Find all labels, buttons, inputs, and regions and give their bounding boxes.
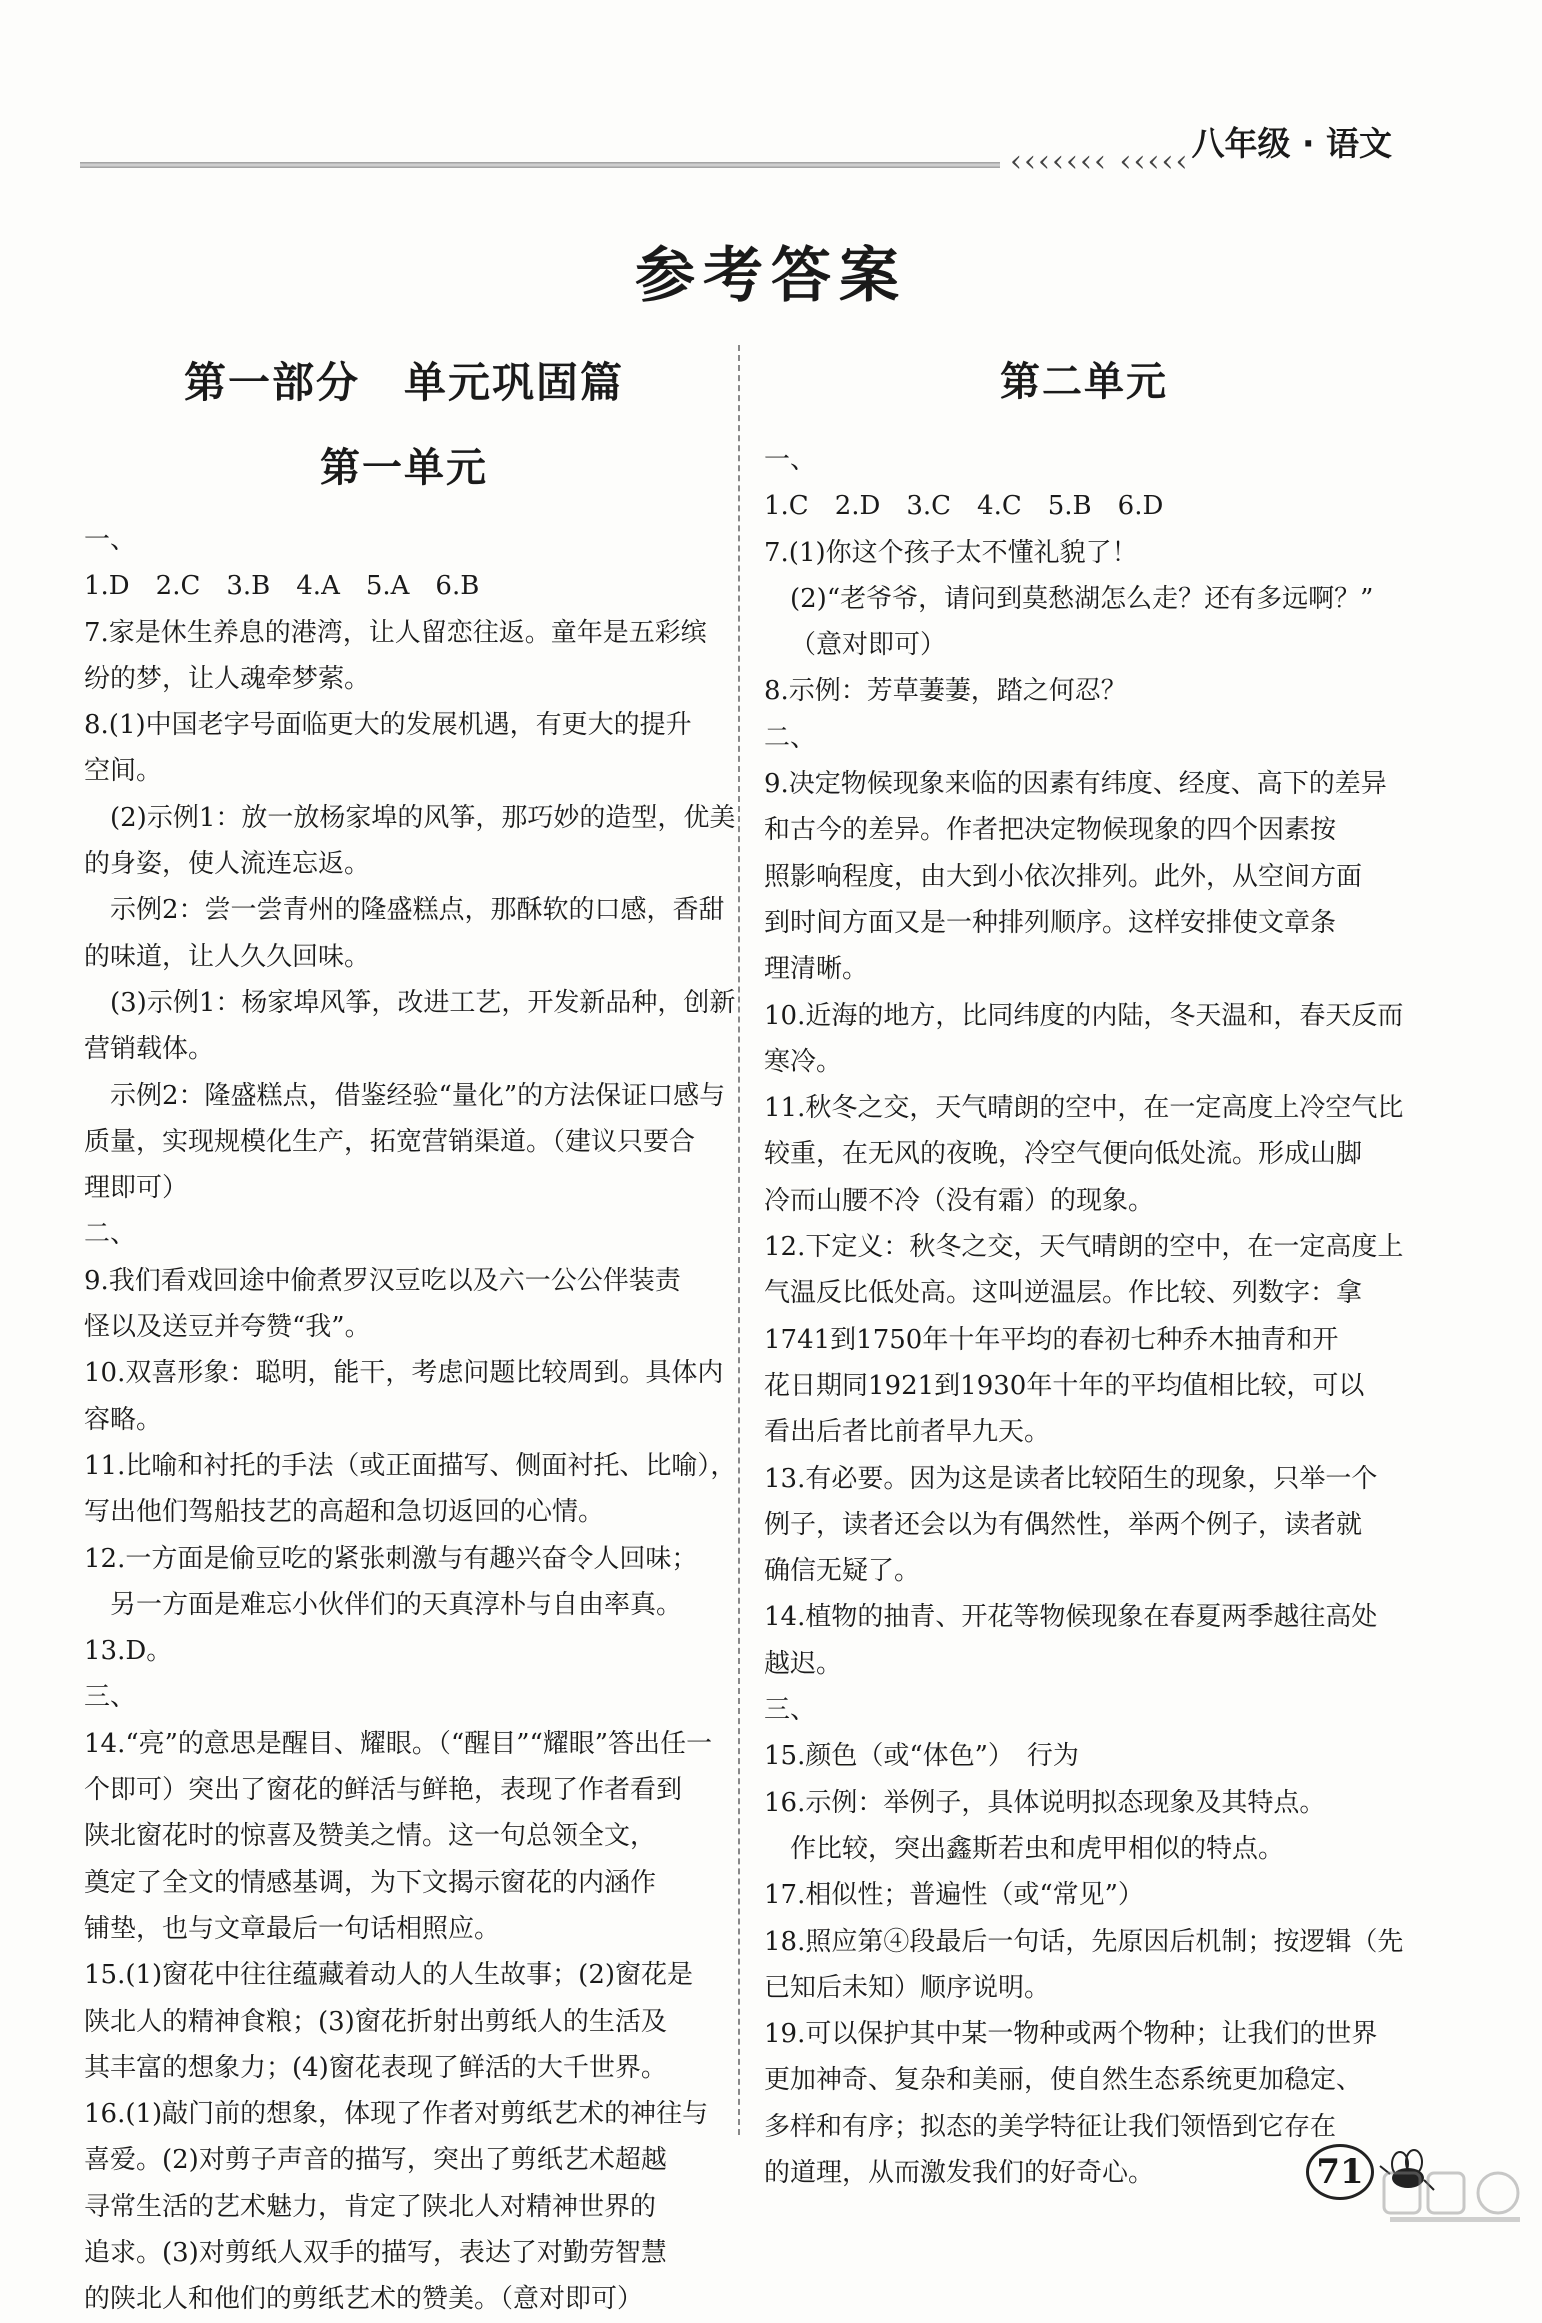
answer-line: (2)示例1：放一放杨家埠的风筝，那巧妙的造型，优美 (110, 802, 736, 833)
answer-line: 二、 (764, 722, 817, 753)
answer-line: 的道理，从而激发我们的好奇心。 (764, 2157, 1155, 2188)
answer-line: 个即可）突出了窗花的鲜活与鲜艳，表现了作者看到 (84, 1775, 683, 1806)
header-rule (80, 162, 1000, 168)
answer-line: 示例2：尝一尝青州的隆盛糕点，那酥软的口感，香甜 (110, 895, 725, 926)
answer-line: 另一方面是难忘小伙伴们的天真淳朴与自由率真。 (110, 1589, 683, 1620)
answer-line: 13.D。 (84, 1636, 173, 1667)
answer-line: 照影响程度，由大到小依次排列。此外，从空间方面 (764, 861, 1363, 892)
answer-line: 容略。 (84, 1404, 163, 1435)
answer-line: 19.可以保护其中某一物种或两个物种；让我们的世界 (764, 2019, 1378, 2050)
answer-line: 7.家是休生养息的港湾，让人留恋往返。童年是五彩缤 (84, 617, 707, 648)
right-column (764, 350, 1404, 2196)
answer-line: 16.(1)敲门前的想象，体现了作者对剪纸艺术的神往与 (84, 2099, 709, 2130)
answer-line: 8.示例：芳草萋萋，踏之何忍？ (764, 676, 1127, 707)
unit-heading-1: 第一单元 (320, 444, 488, 491)
answer-line: 9.我们看戏回途中偷煮罗汉豆吃以及六一公公伴装责 (84, 1265, 681, 1296)
answer-line: 寒冷。 (764, 1046, 843, 1077)
part-heading: 第一部分 单元巩固篇 (183, 358, 624, 407)
answer-list-unit-2 (764, 437, 1404, 2196)
answer-line: 空间。 (84, 756, 163, 787)
answer-line: 确信无疑了。 (764, 1556, 921, 1587)
answer-line: 15.(1)窗花中往往蕴藏着动人的人生故事；(2)窗花是 (84, 1960, 694, 1991)
answer-line: 奠定了全文的情感基调，为下文揭示窗花的内涵作 (84, 1867, 657, 1898)
answer-line: (3)示例1：杨家埠风筝，改进工艺，开发新品种，创新 (110, 987, 736, 1018)
answer-line: 16.示例：举例子，具体说明拟态现象及其特点。 (764, 1787, 1326, 1818)
answer-line: 的身姿，使人流连忘返。 (84, 849, 371, 880)
watermark-logo-icon (1380, 2165, 1530, 2225)
answer-line: 13.有必要。因为这是读者比较陌生的现象，只举一个 (764, 1463, 1378, 1494)
answer-line: 二、 (84, 1219, 137, 1250)
answer-line: 已知后未知）顺序说明。 (764, 1972, 1051, 2003)
answer-line: 8.(1)中国老字号面临更大的发展机遇，有更大的提升 (84, 710, 692, 741)
answer-line: 理清晰。 (764, 954, 869, 985)
answer-line: 15.颜色（或“体色”） 行为 (764, 1741, 1079, 1772)
answer-line: 1.C 2.D 3.C 4.C 5.B 6.D (764, 491, 1164, 522)
answer-line: 较重，在无风的夜晚，冷空气便向低处流。形成山脚 (764, 1139, 1363, 1170)
answer-list-unit-1 (84, 517, 737, 2323)
answer-line: 14.“亮”的意思是醒目、耀眼。（“醒目”“耀眼”答出任一 (84, 1728, 713, 1759)
answer-line: 的陕北人和他们的剪纸艺术的赞美。（意对即可） (84, 2284, 644, 2315)
answer-line: 作比较，突出鑫斯若虫和虎甲相似的特点。 (790, 1833, 1285, 1864)
answer-line: 到时间方面又是一种排列顺序。这样安排使文章条 (764, 907, 1337, 938)
answer-line: 冷而山腰不冷（没有霜）的现象。 (764, 1185, 1155, 1216)
answer-line: 11.比喻和衬托的手法（或正面描写、侧面衬托、比喻）， (84, 1450, 737, 1481)
answer-line: 气温反比低处高。这叫逆温层。作比较、列数字：拿 (764, 1278, 1363, 1309)
answer-line: 铺垫，也与文章最后一句话相照应。 (84, 1913, 501, 1944)
answer-line: 11.秋冬之交，天气晴朗的空中，在一定高度上冷空气比 (764, 1093, 1404, 1124)
left-column (84, 350, 737, 2323)
answer-line: 更加神奇、复杂和美丽，使自然生态系统更加稳定、 (764, 2065, 1363, 2096)
answer-line: 18.照应第④段最后一句话，先原因后机制；按逻辑（先 (764, 1926, 1404, 1957)
answer-line: （意对即可） (790, 630, 947, 661)
answer-line: 怪以及送豆并夸赞“我”。 (84, 1312, 371, 1343)
answer-line: 花日期同1921到1930年十年的平均值相比较，可以 (764, 1370, 1365, 1401)
header-decoration (80, 144, 1380, 179)
answer-line: 追求。(3)对剪纸人双手的描写，表达了对勤劳智慧 (84, 2237, 667, 2268)
answer-line: 12.一方面是偷豆吃的紧张刺激与有趣兴奋令人回味； (84, 1543, 698, 1574)
answer-line: 9.决定物候现象来临的因素有纬度、经度、高下的差异 (764, 769, 1387, 800)
page-title: 参考答案 (635, 241, 907, 311)
answer-line: 喜爱。(2)对剪子声音的描写，突出了剪纸艺术超越 (84, 2145, 667, 2176)
answer-line: 营销载体。 (84, 1034, 215, 1065)
answer-line: 理即可） (84, 1173, 189, 1204)
answer-line: 一、 (764, 445, 817, 475)
unit-heading-2: 第二单元 (1000, 358, 1168, 405)
answer-line: 陕北人的精神食粮；(3)窗花折射出剪纸人的生活及 (84, 2006, 667, 2037)
answer-line: 其丰富的想象力；(4)窗花表现了鲜活的大千世界。 (84, 2052, 667, 2083)
answer-line: 17.相似性；普遍性（或“常见”） (764, 1880, 1144, 1911)
answer-line: 看出后者比前者早九天。 (764, 1417, 1051, 1448)
column-divider (738, 345, 740, 2135)
answer-line: 10.双喜形象：聪明，能干，考虑问题比较周到。具体内 (84, 1358, 724, 1389)
answer-line: 质量，实现规模化生产，拓宽营销渠道。（建议只要合 (84, 1126, 696, 1157)
answer-line: 寻常生活的艺术魅力，肯定了陕北人对精神世界的 (84, 2191, 657, 2222)
grade-subject-label: 八年级 · 语文 (1191, 124, 1392, 163)
answer-line: 纷的梦，让人魂牵梦萦。 (84, 663, 371, 694)
answer-line: 1741到1750年十年平均的春初七种乔木抽青和开 (764, 1324, 1339, 1355)
answer-line: 三、 (764, 1695, 817, 1726)
answer-line: 多样和有序；拟态的美学特征让我们领悟到它存在 (764, 2111, 1337, 2142)
answer-line: 14.植物的抽青、开花等物候现象在春夏两季越往高处 (764, 1602, 1378, 1633)
answer-line: 陕北窗花时的惊喜及赞美之情。这一句总领全文， (84, 1821, 657, 1852)
answer-line: 写出他们驾船技艺的高超和急切返回的心情。 (84, 1497, 605, 1528)
chevron-ornament-icon: ‹‹‹‹‹‹‹ ‹‹‹‹‹ (1010, 144, 1190, 179)
answer-line: 示例2：隆盛糕点，借鉴经验“量化”的方法保证口感与 (110, 1080, 726, 1111)
page-number: 71 (1306, 2144, 1374, 2200)
answer-line: 12.下定义：秋冬之交，天气晴朗的空中，在一定高度上 (764, 1232, 1404, 1263)
answer-line: 一、 (84, 525, 137, 555)
answer-line: 7.(1)你这个孩子太不懂礼貌了！ (764, 537, 1138, 568)
answer-line: 越迟。 (764, 1648, 843, 1679)
answer-line: (2)“老爷爷，请问到莫愁湖怎么走？还有多远啊？” (790, 583, 1374, 614)
answer-line: 的味道，让人久久回味。 (84, 941, 371, 972)
answer-line: 10.近海的地方，比同纬度的内陆，冬天温和，春天反而 (764, 1000, 1404, 1031)
answer-line: 1.D 2.C 3.B 4.A 5.A 6.B (84, 571, 480, 602)
answer-line: 三、 (84, 1682, 137, 1713)
answer-line: 例子，读者还会以为有偶然性，举两个例子，读者就 (764, 1509, 1363, 1540)
answer-line: 和古今的差异。作者把决定物候现象的四个因素按 (764, 815, 1337, 846)
